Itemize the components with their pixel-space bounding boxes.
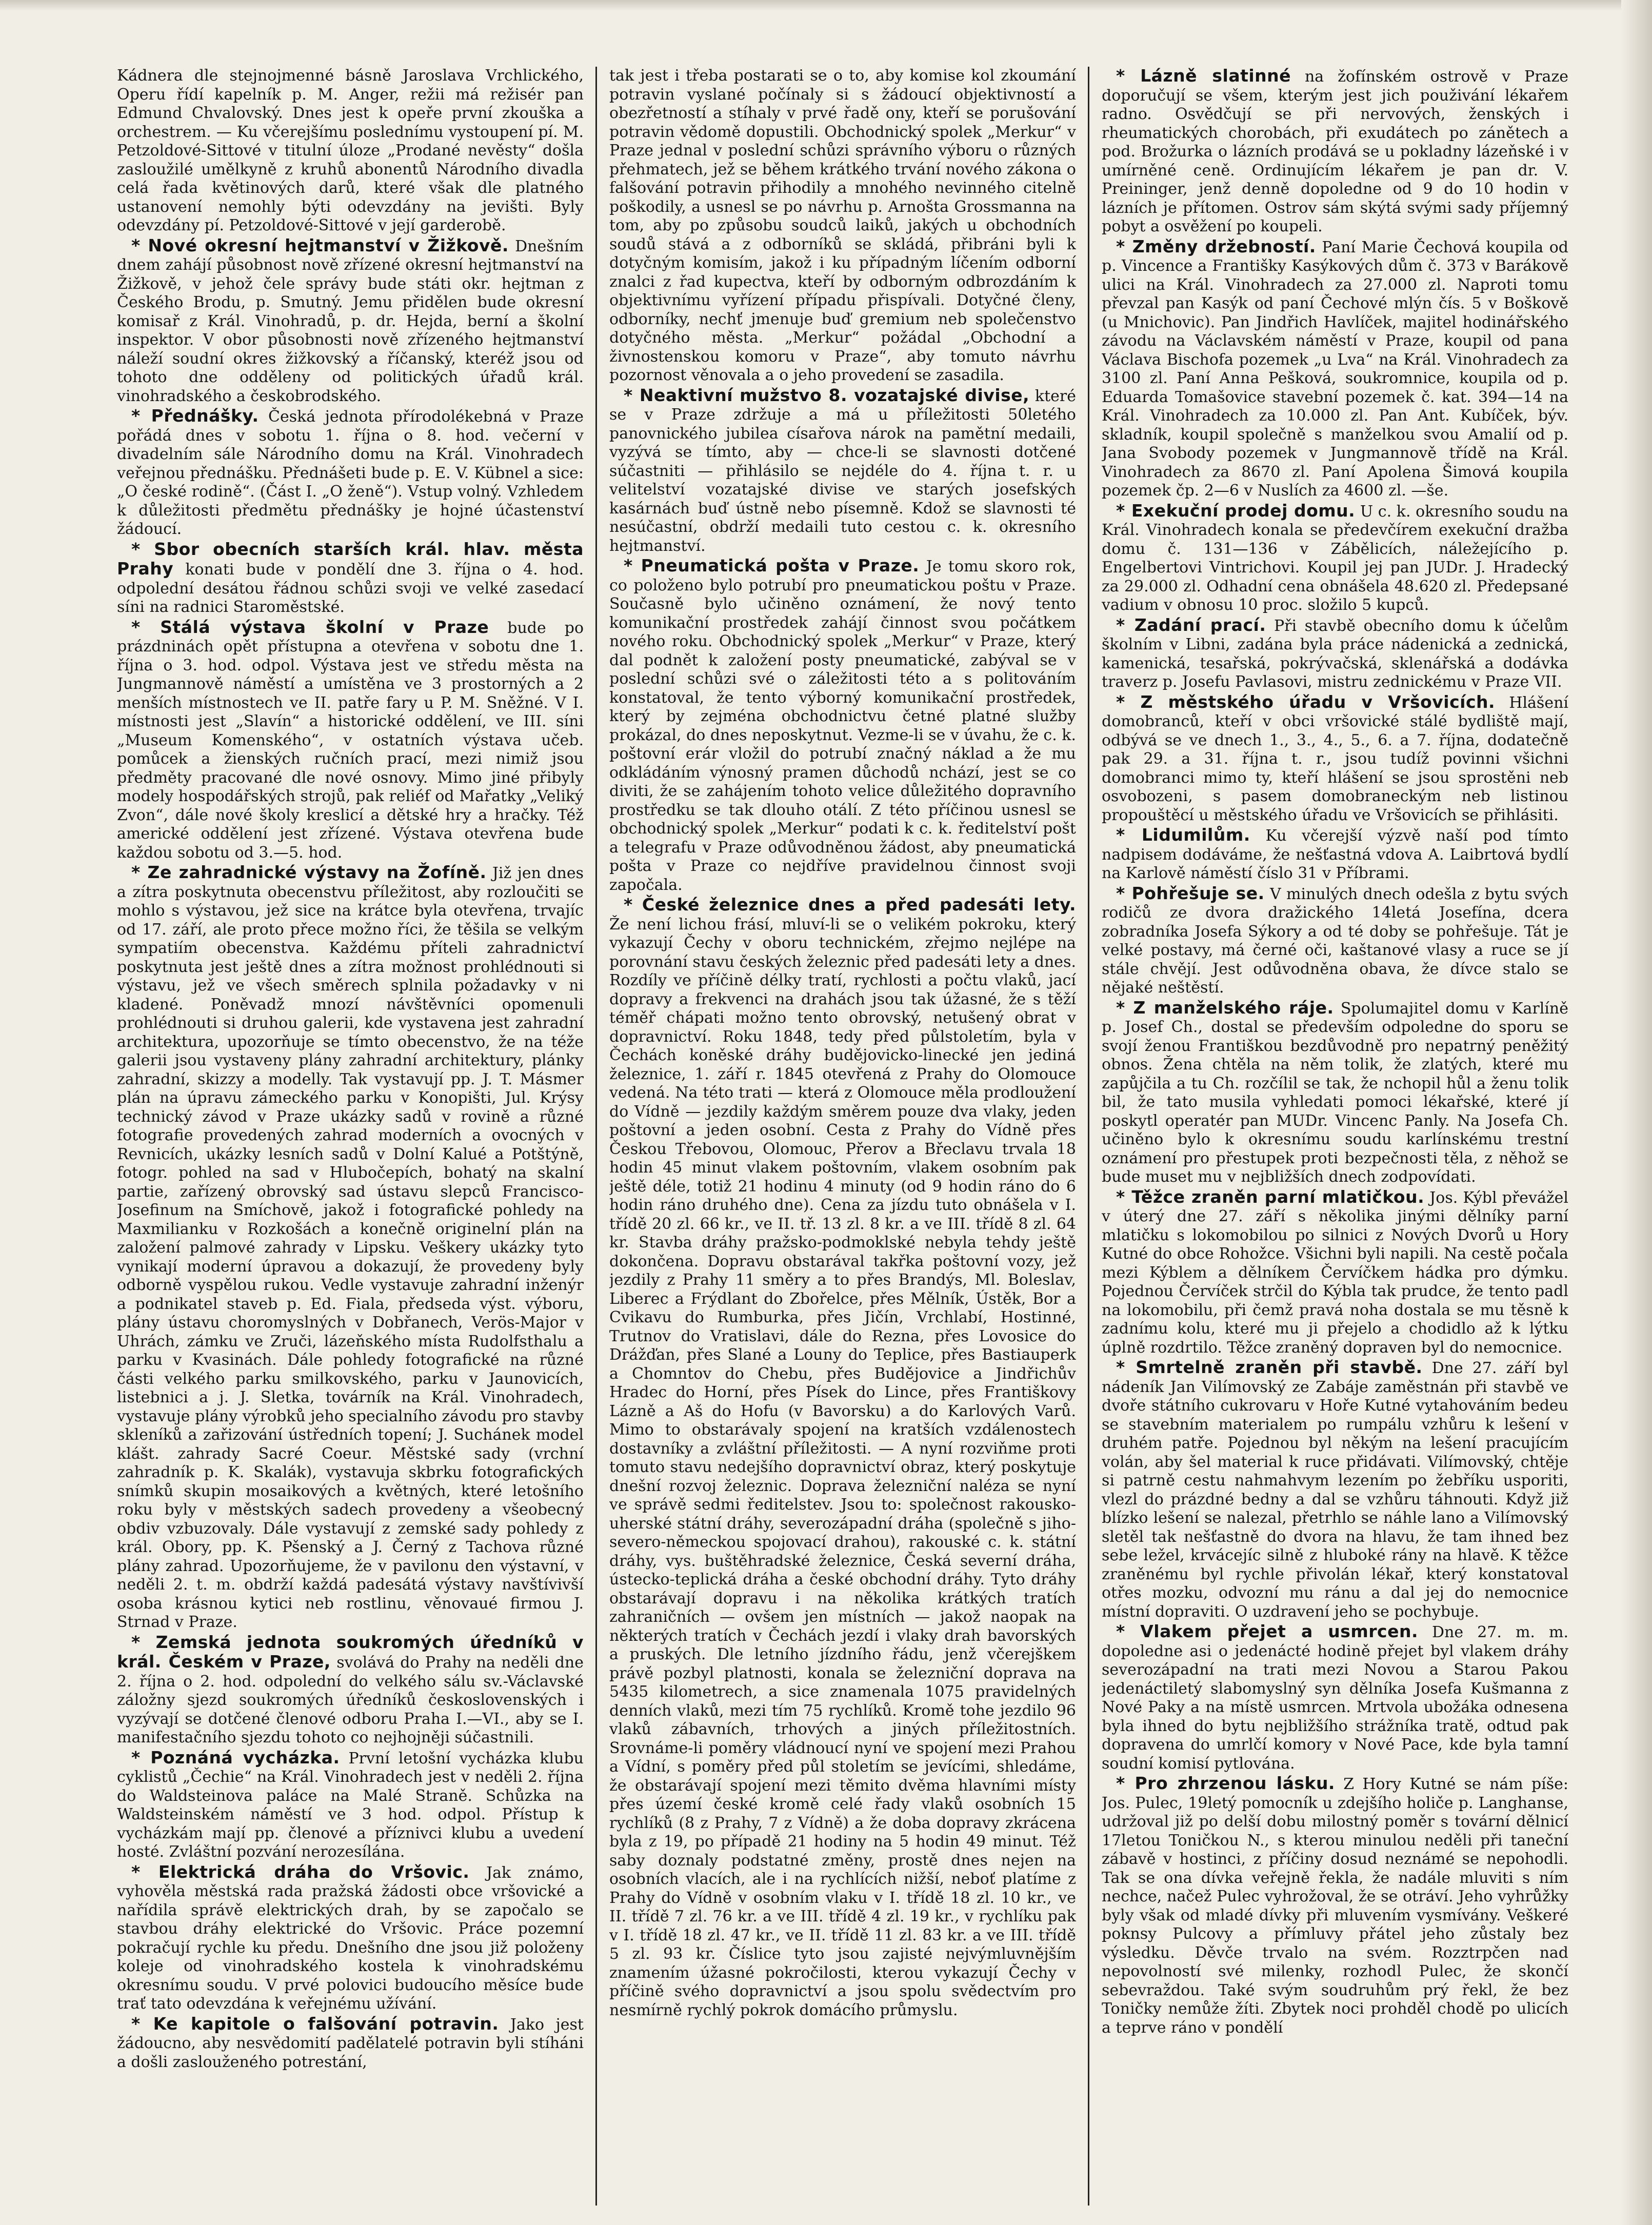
article-body: konati bude v pondělí dne 3. října o 4. hod. odpolední desátou řádnou schůzi svoji ve velké zasedací síni na radnici Staroměstské. bbox=[117, 561, 584, 616]
article-heading: * Změny držebností. bbox=[1116, 236, 1316, 256]
column-1 bbox=[117, 67, 584, 2206]
newspaper-page bbox=[117, 67, 1587, 2211]
article-heading: * Z manželského ráje. bbox=[1116, 998, 1334, 1018]
article-body: Paní Marie Čechová koupila od p. Vincence a Františky Kasýkových dům č. 373 v Barákově ulici na Král. Vinohradech za 27.000 zl. Naproti tomu převzal pan Kasýk od paní Čechové mlýn čís. 5 v Boškově (u Mnichovic). Pan Jindřich Havlíček, majitel hodinářského závodu na Václavském náměstí v Praze, koupil od pana Václava Bischofa pozemek „u Lva“ na Král. Vinohradech za 3100 zl. Paní Anna Pešková, soukromnice, koupila od p. Eduarda Tomašovice stavební pozemek č. kat. 394—14 na Král. Vinohradech za 10.000 zl. Pan Ant. Kubíček, býv. skladník, koupil společně s manželkou svou Amalií od p. Jana Svobody pozemek v Jungmannově třídě na Král. Vinohradech za 8670 zl. Paní Apolena Šimová koupila pozemek čp. 2—6 v Nuslích za 4600 zl. —še. bbox=[1102, 238, 1568, 500]
article-zadani-praci bbox=[1102, 616, 1568, 692]
article-body: Jos. Kýbl převážel v úterý dne 27. září s několika jinými dělníky parní mlatičku s lokomobilou po silnici z Nových Dvorů u Hory Kutné do obce Rohožce. Všichni byli napili. Na cestě počala mezi Kýblem a dělníkem Červíčkem hádka pro dýmku. Pojednou Červíček strčil do Kýbla tak prudce, že tento padl na lokomobilu, při čemž pravá noha dostala se mu těsně k zadnímu kolu, které mu ji přejelo a chodidlo až k lýtku úplně rozdrtilo. Těžce zraněný dopraven byl do nemocnice. bbox=[1102, 1188, 1568, 1357]
article-heading: * Neaktivní mužstvo 8. vozatajské divise, bbox=[624, 385, 1029, 405]
article-heading: * České železnice dnes a před padesáti lety. bbox=[624, 895, 1076, 915]
article-exekucni-prodej bbox=[1102, 502, 1568, 615]
article-body: Z Hory Kutné se nám píše: Jos. Pulec, 19letý pomocník u zdejšího holiče p. Langhanse, udržoval již po delší dobu milostný poměr s tovární dělnicí 17letou Toničkou N., s kterou minulou neděli při taneční zábavě v hostinci, z příčiny dosud neznámé se nepohodli. Tak se ona dívka veřejně řekla, že nadále mluviti s ním nechce, načež Pulec vyhrožoval, že se otráví. Jeho vyhrůžky byly však od mladé dívky při mluvením vysmívány. Veškeré poknsy Pulcovy a přímluvy přátel jeho zůstaly bez výsledku. Děvče trvalo na svém. Rozztrpčen nad nepovolností své milenky, rozhodl Pulec, že skončí sebevraždou. Také svým soudruhům prý řekl, že bez Toničky nemůže žíti. Zbytek noci prohděl chodě po ulicích a teprve ráno v pondělí bbox=[1102, 1775, 1568, 2037]
article-heading: * Přednášky. bbox=[131, 406, 259, 426]
article-body: V minulých dnech odešla z bytu svých rodičů ze dvora dražického 14letá Josefína, dcera zobradníka Josefa Sýkory a od té doby se pohřešuje. Tát je velké postavy, má černé oči, kaštanové vlasy a ruce se jí stále chvějí. Jest odůvodněna obava, že dívce stalo se nějaké neštěstí. bbox=[1102, 885, 1568, 997]
article-heading: * Elektrická dráha do Vršovic. bbox=[131, 1862, 469, 1882]
article-body: Dne 27. m. m. dopoledne asi o jedenácté hodině přejet byl vlakem dráhy severozápadní na trati mezi Novou a Starou Pakou jedenáctiletý slabomyslný syn dělníka Josefa Kušmanna z Nové Paky a na místě usmrcen. Mrtvola ubožáka odnesena byla ihned do bytu nejbližšího strážníka tratě, odtud pak dopravena do umrlčí komory v Nové Pace, kde byla tamní soudní komisí pytlována. bbox=[1102, 1623, 1568, 1773]
article-heading: * Ze zahradnické výstavy na Žofíně. bbox=[131, 862, 487, 882]
article-heading: * Nové okresní hejtmanství v Žižkově. bbox=[131, 235, 509, 255]
article-heading: * Vlakem přejet a usmrcen. bbox=[1116, 1621, 1418, 1641]
article-heading: * Exekuční prodej domu. bbox=[1116, 501, 1355, 521]
article-heading: * Pro zhrzenou lásku. bbox=[1116, 1773, 1335, 1793]
article-pohresuje-se bbox=[1102, 884, 1568, 998]
article-body: Spolumajitel domu v Karlíně p. Josef Ch., dostal se především odpoledne do sporu se svojí ženou Františkou bezdůvodně pro nepatrný peněžitý obnos. Žena chtěla na něm tolik, že zlatých, které mu zapůjčila a tu Ch. rozčílil se tak, že nchopil hůl a ženu tolik bil, že tato musila vyhledati pomoci lékařské, které jí poskytl operatér pan MUDr. Vincenc Panly. Na Josefa Ch. učiněno bylo k okresnímu soudu karlínskému trestní oznámení pro přestupek proti bezpečnosti těla, z něhož se bude muset mu v nejbližších dnech zodpovídati. bbox=[1102, 999, 1568, 1186]
article-smrtelne-zranen bbox=[1102, 1358, 1568, 1621]
article-stala-vystava-skolni bbox=[117, 618, 584, 863]
article-mestsky-urad-vrsovice bbox=[1102, 693, 1568, 825]
article-heading: * Ke kapitole o falšování potravin. bbox=[131, 2014, 499, 2034]
article-heading: * Pohřešuje se. bbox=[1116, 883, 1265, 903]
article-body: které se v Praze zdržuje a má u příležitosti 50letého panovnického jubilea císařova nárok na pamětní medaili, vyzývá se tímto, aby — chce-li se slavnosti dotčené súčastniti — přihlásilo se nejdéle do 4. října t. r. u velitelství vozatajské divise ve starých josefských kasárnách buď ústně nebo písemně. Kdož se slavnosti té nesúčastní, obdrží medaili tuto cestou c. k. okresního hejtmanství. bbox=[609, 387, 1076, 555]
article-falsovani-potravin bbox=[117, 2015, 584, 2072]
column-divider bbox=[1088, 67, 1089, 2206]
column-divider bbox=[595, 67, 597, 2206]
article-body: Že není lichou frásí, mluví-li se o velikém pokroku, který vykazují Čechy v oboru technickém, zřejmo nejlépe na porovnání stavu českých železnic před padesáti lety a dnes. Rozdíly ve příčině délky tratí, rychlosti a počtu vlaků, jací dopravy a frekvenci na drahách jsou tak úžasné, že s těží téměř chápati možno tento obrovský, netušený obrat v dopravnictví. Roku 1848, tedy před půlstoletím, byla v Čechách koněské dráhy budějovicko-linecké jen jediná železnice, 1. září r. 1845 otevřená z Prahy do Olomouce vedená. Na této trati — která z Olomouce měla prodloužení do Vídně — jezdily každým směrem pouze dva vlaky, jeden poštovní a jeden osobní. Cesta z Prahy do Vídně přes Českou Třebovou, Olomouc, Přerov a Břeclavu trvala 18 hodin 45 minut vlakem poštovním, vlakem osobním pak ještě déle, totiž 21 hodinu 4 minuty (od 9 hodin ráno do 6 hodin ráno druhého dne). Cena za jízdu tuto obnášela v I. třídě 20 zl. 66 kr., ve II. tř. 13 zl. 8 kr. a ve III. třídě 8 zl. 64 kr. Stavba dráhy pražsko-podmoklské nebyla tehdy ještě dokončena. Dopravu obstarával takřka poštovní vozy, jež jezdily z Prahy 11 směry a to přes Brandýs, Ml. Boleslav, Liberec a Frýdlant do Zbořelce, přes Mělník, Ústěk, Bor a Cvikavu do Rumburka, přes Jičín, Vrchlabí, Hostinné, Trutnov do Vratislavi, dále do Rezna, přes Lovosice do Drážďan, přes Slané a Louny do Teplice, přes Bastiauperk a Chomntov do Chebu, přes Budějovice a Jindřichův Hradec do Horní, přes Písek do Lince, přes Františkovy Lázně a Aš do Hofu (v Bavorsku) a do Karlových Varů. Mimo to obstarávaly spojení na kratších vzdálenostech dostavníky a zvláštní příležitosti. — A nyní rozviňme proti tomuto stavu nedejšího dopravnictví obraz, který poskytuje dnešní rozvoj železnic. Doprava železniční naléza se nyní ve správě sedmi ředitelstev. Jsou to: společnost rakousko-uherské státní dráhy, severozápadní dráha (společně s jiho-severo-německou spojovací drahou), rakouské c. k. státní dráhy, vys. buštěhradské železnice, Česká severní dráha, ústecko-teplická dráha a české obchodní dráhy. Tyto dráhy obstarávají dopravu i na několika krátkých tratích zahraničních — ovšem jen místních — jakož naopak na některých tratích v Čechách jezdí i vlaky drah bavorských a pruských. Dle letního jízdního řádu, jenž včerejškem právě pozbyl platnosti, konala se železniční doprava na 5435 kilometrech, a sice znamenala 1075 pravidelných denních vlaků, mezi tím 75 rychlíků. Kromě tohe jezdilo 96 vlaků zábavních, trhových a jiných příležitostních. Srovnáme-li poměry vládnoucí nyní ve spojení mezi Prahou a Vídní, s poměry před půl stoletím se jevícími, shledáme, že obstarávají spojení mezi těmito dvěma hlavními místy přes území české kromě celé řady vlaků osobních 15 rychlíků (8 z Prahy, 7 z Vídně) a že doba dopravy zkrácena byla z 19, po případě 21 hodiny na 5 hodin 49 minut. Též saby doznaly podstatné změny, prostě dnes nejen na osobních vlacích, ale i na rychlících nižší, neboť platíme z Prahy do Vídně v osobním vlaku v I. třídě 18 zl. 10 kr., ve II. třídě 7 zl. 76 kr. a ve III. třídě 4 zl. 19 kr., v rychlíku pak v I. třídě 18 zl. 47 kr., ve II. třídě 11 zl. 83 kr. a ve III. třídě 5 zl. 93 kr. Číslice tyto jsou zajisté nejvýmluvnějším znamením úžasné pokročilosti, kterou vykazují Čechy v příčině svého dopravnictví a jsou spolu svědectvím pro nesmírně rychlý pokrok domácího průmyslu. bbox=[609, 915, 1076, 2019]
article-body: Jako jest žádoucno, aby nesvědomití padělatelé potravin byli stíháni a došli zaslouženého potrestání, bbox=[117, 2015, 584, 2071]
article-lazne-slatinne bbox=[1102, 67, 1568, 236]
article-continuation-text: tak jest i třeba postarati se o to, aby komise kol zkoumání potravin vyslané počínaly si s žádoucí objektivností a obezřetností a stíhaly v prvé řadě ony, kteří se porušování potravin vědomě dopustili. Obchodnický spolek „Merkur“ v Praze jednal v poslední schůzi správního výboru o různých přehmatech, jež se během krátkého trvání nového zákona o falšování potravin přihodily a mnohého nevinného citelně poškodily, a usnesl se po návrhu p. Arnošta Grossmanna na tom, aby po způsobu soudců laiků, jakých u obchodních soudů stává a z odborníků se skládá, přibráni byli k dotyčným komisím, jakož i ku případným líčením odborní znalci z řad kupectva, kteří by odborným odbrozdáním k objektivnímu vyřízení případu přispívali. Dotyčné členy, odborníky, nechť jmenuje buď gremium neb společenstvo dotyčného města. „Merkur“ požádal „Obchodní a živnostenskou komoru v Praze“, aby tomuto návrhu pozornost věnovala a o jeho provedení se zasadila. bbox=[609, 67, 1076, 384]
article-zahradnicka-vystava bbox=[117, 863, 584, 1632]
article-vlakem-prejet bbox=[1102, 1622, 1568, 1773]
article-body: na žofínském ostrově v Praze doporučují se všem, kterým jest jich použivání lékařem radno. Osvědčují se při nervových, ženských i rheumatických chorobách, při exudátech po zánětech a pod. Brožurka o lázních prodává se u pokladny lázeňské i v umírněné ceně. Ordinujícím lékařem je pan dr. V. Preininger, jenž denně dopoledne od 9 do 10 hodin v lázních je přítomen. Ostrov sám skýtá svými sady příjemný pobyt a osvěžení po koupeli. bbox=[1102, 68, 1568, 235]
article-heading: * Lázně slatinné bbox=[1116, 67, 1291, 86]
article-prednasky bbox=[117, 407, 584, 539]
article-body: Ku včerejší výzvě naší pod tímto nadpisem dodáváme, že nešťastná vdova A. Laibrtová bydlí na Karlově náměstí číslo 31 v Příbrami. bbox=[1102, 827, 1568, 882]
article-body: Při stavbě obecního domu k účelům školním v Libni, zadána byla práce nádenická a zednická, kamenická, tesařská, pokrývačská, sklenářská a dodávka traverz p. Josefu Pavlasovi, mistru zednickému v Praze VII. bbox=[1102, 617, 1568, 691]
article-body: Dnešním dnem zahájí působnost nově zřízené okresní hejtmanství na Žižkově, v jehož čele správy bude státi okr. hejtman z Českého Brodu, p. Smutný. Jemu přidělen bude okresní komisař z Král. Vinohradů, p. dr. Hejda, berní a školní inspektor. V obor působnosti nově zřízeného hejtmanství náleží soudní okres žižkovský a říčanský, kteréž jsou od tohoto dne odděleny od politických úřadů král. vinohradského a českobrodského. bbox=[117, 237, 584, 405]
article-zhrzena-laska bbox=[1102, 1774, 1568, 2037]
article-heading: * Lidumilům. bbox=[1116, 825, 1250, 845]
article-heading: * Stálá výstava školní v Praze bbox=[131, 617, 489, 637]
article-heading: * Zemská jednota soukromých úředníků v král. Českém v Praze, bbox=[117, 1632, 584, 1672]
article-heading: * Poznáná vycházka. bbox=[131, 1747, 340, 1767]
article-parni-mlaticka bbox=[1102, 1188, 1568, 1358]
article-body: Je tomu skoro rok, co položeno bylo potrubí pro pneumatickou poštu v Praze. Současně bylo učiněno oznámení, že nový tento komunikační prostředek zahájí činnost svou počátkem nového roku. Obchodnický spolek „Merkur“ v Praze, který dal podnět k založení posty pneumatické, zabýval se v poslední schůzi své o záležitosti této a s politováním konstatoval, že tento výborný komunikační prostředek, který by zejména obchodnictvu četné platné služby prokázal, do dnes neposkytnut. Vezme-li se v úvahu, že c. k. poštovní erár vložil do potrubí značný náklad a že mu odkládáním výnosný pramen důchodů nchází, jest se co diviti, že se zahájením tohoto velice důležitého dopravního prostředku se tak dlouho otálí. Z této příčinou usnesl se obchodnický spolek „Merkur“ podati k c. k. ředitelství pošt a telegrafu v Praze odůvodněnou žádost, aby pneumatická pošta v Praze co nejdříve pravidelnou činnost svoji započala. bbox=[609, 558, 1076, 894]
column-3 bbox=[1102, 67, 1568, 2206]
article-zmeny-drzebnosti bbox=[1102, 237, 1568, 501]
article-continuation-text: Kádnera dle stejnojmenné básně Jaroslava Vrchlického, Operu řídí kapelník p. M. Anger, režii má režisér pan Edmund Chvalovský. Dnes jest k opeře první zkouška a orchestrem. — Ku včerejšímu poslednímu vystoupení pí. M. Petzoldové-Sittové v titulní úloze „Prodané nevěsty“ došla zasloužilé umělkyně z kruhů abonentů Národního divadla celá řada květinových darů, které však dle platného ustanovení nemohly býti odevzdány na jevišti. Byly odevzdány pí. Petzoldové-Sittové v její garderobě. bbox=[117, 67, 584, 234]
article-heading: * Z městského úřadu v Vršovicích. bbox=[1116, 692, 1495, 712]
article-manzelsky-raj bbox=[1102, 999, 1568, 1187]
scan-edge-top bbox=[0, 0, 1652, 11]
scan-edge-right bbox=[1621, 0, 1652, 2225]
article-body: První letošní vycházka klubu cyklistů „Čechie“ na Král. Vinohradech jest v neděli 2. října do Waldsteinova paláce na Malé Straně. Schůzka na Waldsteinském náměstí ve 3 hod. odpol. Přístup k vycházkám mají pp. členové a příznivci klubu a uvedení hosté. Zvláštní pozvání nerozesílána. bbox=[117, 1749, 584, 1861]
article-body: Hlášení domobranců, kteří v obci vršovické stálé bydliště mají, odbývá se ve dnech 1., 3., 4., 5., 6. a 7. října, dodatečně pak 29. a 31. října t. r., jsou tudíž povinni všichni domobranci mimo ty, kteří hlášení se jsou sprostěni neb osvobozeni, s pasem domobraneckým neb listinou propouštěcí u městského úřadu ve Vršovicích se přihlásiti. bbox=[1102, 693, 1568, 824]
article-okresni-hejtmanstvi bbox=[117, 236, 584, 406]
article-heading: * Zadání prací. bbox=[1116, 615, 1266, 635]
column-2 bbox=[609, 67, 1076, 2206]
article-body: Již jen dnes a zítra poskytnuta obecenstvu příležitost, aby rozloučiti se mohlo s výstavou, jež sice na krátce byla otevřena, trvajíc od 17. září, ale proto přece možno říci, že těšila se velkým sympatiím obecenstva. Každému příteli zahradnictví poskytnuta jest ještě dnes a zítra možnost prohlédnouti si výstavu, jež ve všech směrech splnila požadavky v ni kladené. Poněvadž mnozí návštěvníci opomenuli prohlédnouti si druhou galerii, kde vystavena jest zahradní architektura, upozorňuje se tímto obecenstvo, že na téže galerii jsou vystaveny plány zahradní architektury, plánky zahradní, skizzy a modelly. Tak vystavují pp. J. T. Másmer plán na úpravu zámeckého parku v Konopišti, Jul. Krýsy technický závod v Praze ukázky sadů v rovině a různé fotografie provedených zahrad moderních a ovocných v Revnicích, ukázky lesních sadů v Dolní Kalué a Potštýně, fotogr. pohled na sad v Hlubočepích, bohatý na skalní partie, zařízený obrovský sad ústavu slepců Francisco-Josefinum na Smíchově, jakož i fotografické pohledy na Maxmilianku v Rozkošách a konečně originelní plán na založení palmové zahrady v Lipsku. Veškery ukázky tyto vynikají moderní úpravou a dokazují, že provedeny byly odborně vyspělou rukou. Vedle vystavuje zahradní inženýr a podnikatel staveb p. Ed. Fiala, předseda výst. výboru, plány ústavu choromyslných v Dobřanech, Verös-Major v Uhrách, zámku ve Zruči, lázeňského místa Rudolfsthalu a parku v Kvasinách. Dále pohledy fotografické na různé části velkého parku smilkovského, parku v Jaunovicích, listebnici a j. J. Sletka, továrník na Král. Vinohradech, vystavuje plány výrobků jeho specialního závodu pro stavby skleníků a zařizování ústředních topení; J. Suchánek model klášt. zahrady Sacré Coeur. Městské sady (vrchní zahradník p. K. Skalák), vystavuja skbrku fotografických snímků skupin mosaikových a květných, které letošního roku byly v městských sadech provedeny a všeobecný obdiv vzbuzovaly. Dále vystavují z zemské sady pohledy z král. Obory, pp. K. Pšenský a J. Černý z Tachova různé plány zahrad. Upozorňujeme, že v pavilonu den výstavní, v neděli 2. t. m. obdrží každá padesátá výstavy navštívivší osoba krásnou kytici neb rostlinu, věnovaué firmou J. Strnad v Praze. bbox=[117, 864, 584, 1631]
article-ceske-zeleznice bbox=[609, 896, 1076, 2020]
article-pneumaticka-posta bbox=[609, 557, 1076, 895]
article-vozatajska-divise bbox=[609, 386, 1076, 556]
article-body: Dne 27. září byl nádeník Jan Vilímovský ze Zabáje zaměstnán při stavbě ve dvoře státního cukrovaru v Hoře Kutné vytahováním bedeu se stavebním materialem po rumpálu vzhůru k lešení v druhém patře. Pojednou byl někým na lešení pracujícím volán, aby šel material k ruce přidávati. Vilímovský, chtěje si patrně cestu nahmahvym lezením po žebříku usporiti, vlezl do prázdné bedny a dal se vzhůru táhnouti. Když již blízko lešení se nalezal, přetrhlo se náhle lano a Vilímovský sletěl tak nešťastně do dvora na hlavu, že tam ihned bez sebe ležel, krvácejíc silně z hluboké rány na hlavě. K těžce zraněnému byl rychle přivolán lékař, který konstatoval otřes mozku, odvozní mu ránu a dal jej do nemocnice místní dopraviti. O uzdravení jeho se pochybuje. bbox=[1102, 1359, 1568, 1621]
article-body: U c. k. okresního soudu na Král. Vinohradech konala se předevčírem exekuční dražba domu č. 131—136 v Zábělicích, náležejícího p. Engelbertovi Vintrichovi. Koupil jej pan JUDr. J. Hradecký za 29.000 zl. Odhadní cena obnášela 48.620 zl. Předepsané vadium v obnosu 10 proc. složilo 5 kupců. bbox=[1102, 502, 1568, 614]
article-vychazka bbox=[117, 1749, 584, 1862]
article-heading: * Těžce zraněn parní mlatičkou. bbox=[1116, 1187, 1424, 1207]
article-body: bude po prázdninách opět přístupna a otevřena v sobotu dne 1. října o 3. hod. odpol. Výstava jest ve středu města na Jungmannově náměstí a umístěna ve 3 prostorných a 2 menších místnostech ve II. patře fary u P. M. Sněžné. V I. místnosti jest „Slavín“ a historické oddělení, ve III. síni „Museum Komenského“, v ostatních výstava učeb. pomůcek a žienských ručních prací, mezi nimiž jsou předměty pracované dle nové osnovy. Mimo jiné přibyly modely hospodářských strojů, pak reliéf od Mařatky „Veliký Zvon“, dále nové školy kreslicí a dětské hry a hračky. Též americké oddělení jest zřízené. Výstava otevřena bude každou sobotu od 3.—5. hod. bbox=[117, 619, 584, 862]
article-body: svolává do Prahy na neděli dne 2. října o 2. hod. odpolední do velkého sálu sv.-Václavské záložny sjezd soukromých úředníků československých i vyzývají se dotčené členové odboru Praha I.—VI., aby se I. manifestačního sjezdu tohoto co nejhojněji súčastnili. bbox=[117, 1654, 584, 1746]
article-heading: * Pneumatická pošta v Praze. bbox=[624, 555, 919, 575]
article-lidumilum bbox=[1102, 826, 1568, 883]
article-body: Česká jednota přírodolékebná v Praze pořádá dnes v sobotu 1. října o 8. hod. večerní v divadelním sále Národního domu na Král. Vinohradech veřejnou přednášku. Přednášeti bude p. E. V. Kübnel a sice: „O české rodině“. (Část I. „O ženě“). Vstup volný. Vzhledem k důležitosti předmětu přednášky je hojné účastenství žádoucí. bbox=[117, 408, 584, 538]
article-elektricka-draha bbox=[117, 1863, 584, 2014]
article-heading: * Smrtelně zraněn při stavbě. bbox=[1116, 1357, 1423, 1377]
article-body: Jak známo, vyhověla městská rada pražská žádosti obce vršovické a nařídila správě elektrických drah, by se započalo se stavbou dráhy elektrické do Vršovic. Práce pozemní pokračují rychle ku předu. Dnešního dne jsou již položeny koleje od vinohradského kostela k vinohradskému okresnímu soudu. V prvé polovici budoucího měsíce bude trať tato odevzdána k veřejnému užívání. bbox=[117, 1863, 584, 2013]
article-sbor-obecnich-starsich bbox=[117, 540, 584, 617]
article-zemska-jednota bbox=[117, 1633, 584, 1747]
article-heading: * Sbor obecních starších král. hlav. města Prahy bbox=[117, 539, 584, 579]
